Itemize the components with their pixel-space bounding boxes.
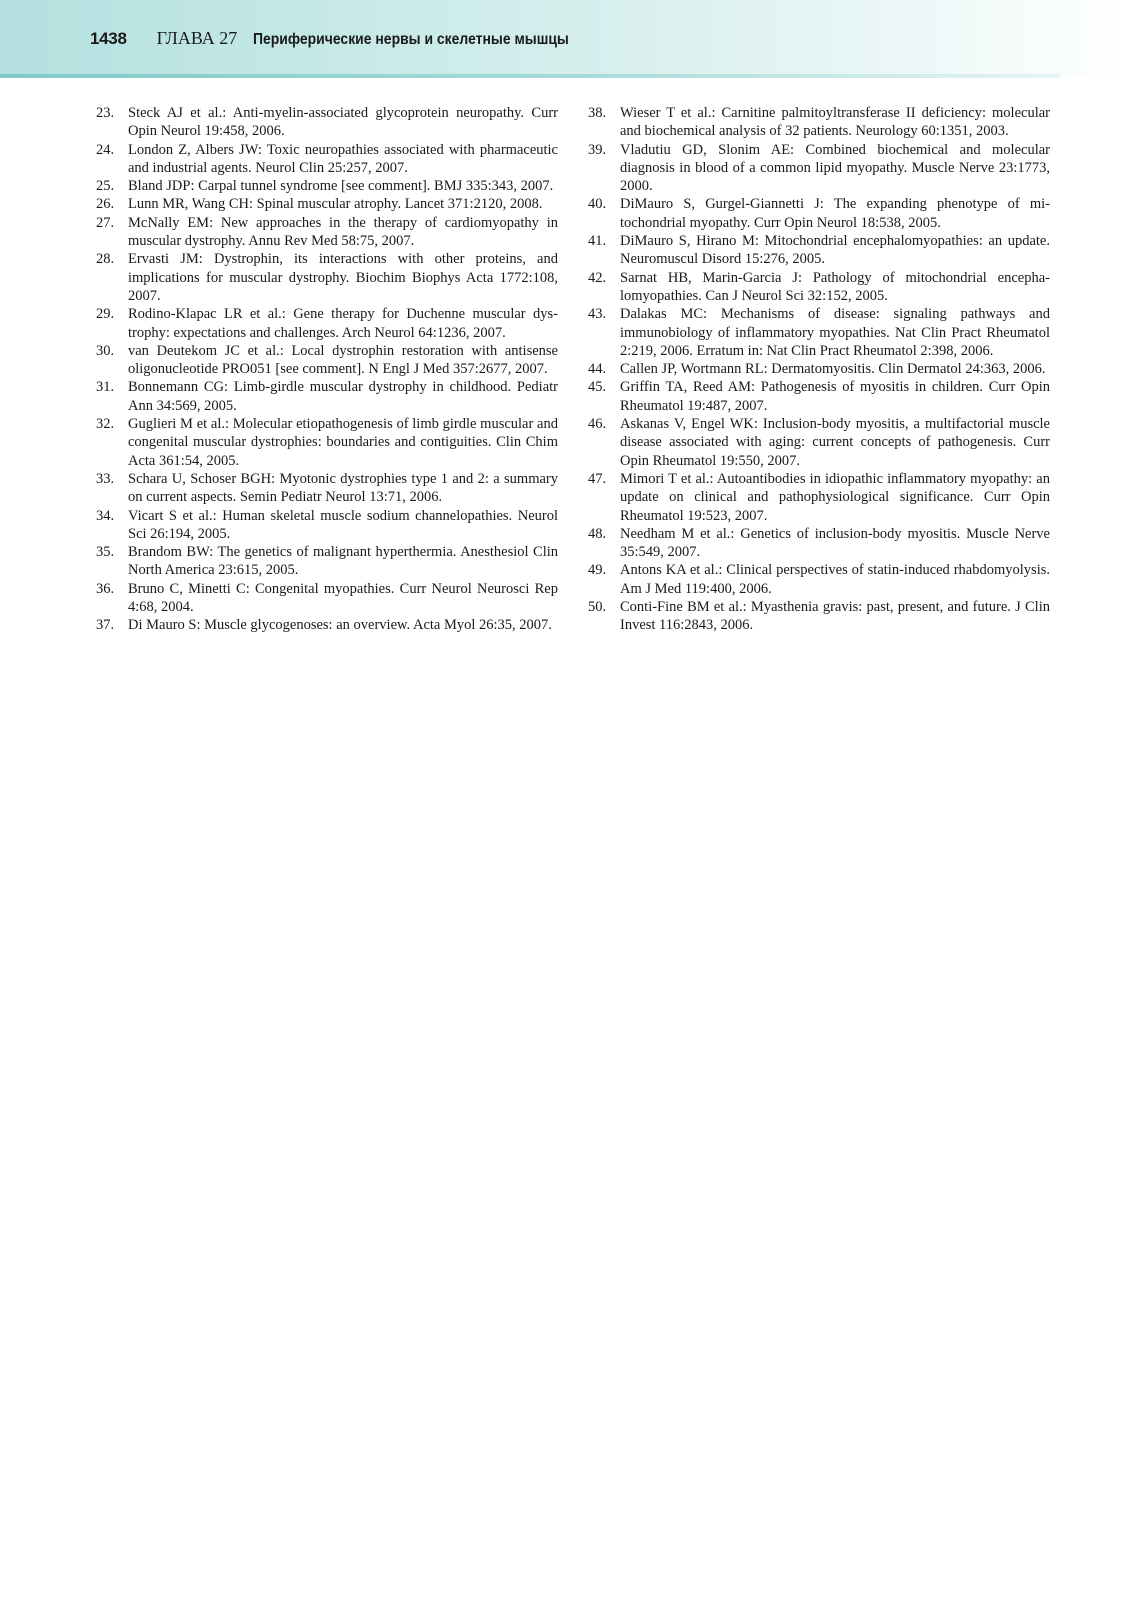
- reference-item: [588, 305, 1050, 360]
- reference-text: Needham M et al.: Genetics of inclusion-body myositis. Muscle Nerve 35:549, 2007.: [620, 525, 1050, 561]
- reference-text: Guglieri M et al.: Molecular etiopathogenesis of limb girdle muscular and congenital muscular dystrophies: boundaries and contiguities. Clin Chim Acta 361:54, 2005.: [128, 416, 558, 469]
- reference-text: Askanas V, Engel WK: Inclusion-body myositis, a multifactorial muscle disease associated with aging: current concepts of pathogenesis. Curr Opin Rheumatol 19:550, 2007.: [620, 416, 1050, 469]
- reference-text: Bonnemann CG: Limb-girdle muscular dystrophy in childhood. Pediatr Ann 34:569, 2005.: [128, 379, 558, 414]
- reference-text: Bland JDP: Carpal tunnel syndrome [see comment]. BMJ 335:343, 2007.: [128, 178, 554, 195]
- reference-item: [96, 250, 558, 305]
- reference-item: [588, 598, 1050, 635]
- reference-item: [96, 214, 558, 251]
- reference-item: [96, 470, 558, 507]
- reference-number: 47.: [588, 470, 607, 487]
- reference-number: 43.: [588, 306, 607, 323]
- reference-item: [96, 305, 558, 342]
- reference-number: 32.: [96, 416, 115, 433]
- reference-number: 35.: [96, 544, 115, 561]
- page-number: 1438: [90, 29, 127, 48]
- reference-text: Rodino-Klapac LR et al.: Gene therapy for Duchenne muscular dystrophy: expectations and challenges. Arch Neurol 64:1236, 2007.: [128, 306, 558, 341]
- reference-item: [96, 342, 558, 379]
- reference-text: Di Mauro S: Muscle glycogenoses: an overview. Acta Myol 26:35, 2007.: [128, 617, 552, 634]
- reference-number: 42.: [588, 269, 607, 286]
- reference-item: [588, 141, 1050, 196]
- references-left-column: [96, 104, 558, 635]
- reference-item: [96, 104, 558, 141]
- reference-text: Lunn MR, Wang CH: Spinal muscular atrophy. Lancet 371:2120, 2008.: [128, 196, 543, 213]
- reference-text: Callen JP, Wortmann RL: Dermatomyositis. Clin Dermatol 24:363, 2006.: [620, 361, 1046, 378]
- reference-number: 37.: [96, 617, 115, 634]
- reference-text: Wieser T et al.: Carnitine palmitoyltransferase II deficiency: molecular and biochemical analysis of 32 patients. Neurology 60:1351, 2003.: [620, 105, 1050, 140]
- reference-item: [588, 470, 1050, 525]
- reference-item: [96, 543, 558, 580]
- reference-item: [588, 525, 1050, 562]
- reference-item: [96, 415, 558, 470]
- reference-text: DiMauro S, Gurgel-Giannetti J: The expanding phenotype of mitochondrial myopathy. Curr Opin Neurol 18:538, 2005.: [620, 196, 1050, 231]
- reference-number: 26.: [96, 196, 115, 213]
- reference-text: Vladutiu GD, Slonim AE: Combined biochemical and molecular diagnosis in blood of a common lipid myopathy. Muscle Nerve 23:1773, 2000.: [620, 141, 1050, 195]
- reference-number: 48.: [588, 525, 607, 542]
- reference-item: [588, 104, 1050, 141]
- reference-number: 30.: [96, 342, 115, 359]
- reference-item: [588, 561, 1050, 598]
- reference-item: [96, 177, 558, 195]
- reference-text: DiMauro S, Hirano M: Mitochondrial encephalomyopathies: an update. Neuromuscul Disord 15:276, 2005.: [620, 233, 1050, 268]
- reference-number: 38.: [588, 105, 607, 121]
- chapter-label: ГЛАВА 27: [156, 28, 238, 48]
- reference-item: [588, 232, 1050, 269]
- references-right-column: [588, 104, 1050, 635]
- reference-item: [96, 616, 558, 634]
- reference-number: 24.: [96, 141, 115, 158]
- reference-item: [96, 378, 558, 415]
- reference-number: 44.: [588, 361, 607, 378]
- reference-number: 23.: [96, 105, 115, 121]
- chapter-title: Периферические нервы и скелетные мышцы: [253, 31, 570, 48]
- reference-number: 29.: [96, 306, 115, 323]
- reference-text: Vicart S et al.: Human skeletal muscle sodium channelopathies. Neurol Sci 26:194, 2005.: [128, 507, 558, 542]
- reference-text: Steck AJ et al.: Anti-myelin-associated glycoprotein neuropathy. Curr Opin Neurol 19:458, 2006.: [128, 105, 558, 140]
- reference-text: Brandom BW: The genetics of malignant hyperthermia. Anesthesiol Clin North America 23:615, 2005.: [128, 544, 558, 579]
- reference-number: 33.: [96, 470, 115, 487]
- reference-number: 49.: [588, 562, 607, 579]
- reference-text: Mimori T et al.: Autoantibodies in idiopathic inflammatory myopathy: an update on clinical and pathophysiological significance. Curr Opin Rheumatol 19:523, 2007.: [620, 470, 1050, 524]
- reference-item: [588, 360, 1050, 378]
- reference-text: McNally EM: New approaches in the therapy of cardiomyopathy in muscular dystrophy. Annu Rev Med 58:75, 2007.: [128, 214, 558, 250]
- reference-text: Sarnat HB, Marin-Garcia J: Pathology of mitochondrial encephalomyopathies. Can J Neurol Sci 32:152, 2005.: [620, 269, 1050, 304]
- reference-text: van Deutekom JC et al.: Local dystrophin restoration with antisense oligonucleotide PRO051 [see comment]. N Engl J Med 357:2677, 2007.: [128, 342, 558, 378]
- reference-text: Griffin TA, Reed AM: Pathogenesis of myositis in children. Curr Opin Rheumatol 19:487, 2007.: [620, 379, 1050, 414]
- reference-text: London Z, Albers JW: Toxic neuropathies associated with pharmaceutic and industrial agents. Neurol Clin 25:257, 2007.: [128, 141, 558, 176]
- reference-number: 31.: [96, 379, 115, 396]
- reference-number: 45.: [588, 379, 607, 396]
- reference-number: 39.: [588, 141, 607, 158]
- reference-item: [588, 415, 1050, 470]
- reference-number: 34.: [96, 507, 115, 524]
- reference-text: Dalakas MC: Mechanisms of disease: signaling pathways and immunobiology of inflammatory myopathies. Nat Clin Pract Rheumatol 2:219, 2006. Erratum in: Nat Clin Pract Rheumatol 2:398, 2006.: [620, 306, 1050, 359]
- reference-item: [588, 195, 1050, 232]
- reference-number: 27.: [96, 214, 115, 231]
- reference-text: Antons KA et al.: Clinical perspectives of statin-induced rhabdomyolysis. Am J Med 119:400, 2006.: [620, 562, 1050, 597]
- reference-item: [588, 269, 1050, 306]
- reference-item: [96, 507, 558, 544]
- reference-item: [588, 378, 1050, 415]
- reference-text: Bruno C, Minetti C: Congenital myopathies. Curr Neurol Neurosci Rep 4:68, 2004.: [128, 580, 558, 616]
- reference-item: [96, 195, 558, 213]
- reference-number: 50.: [588, 599, 607, 616]
- reference-number: 25.: [96, 178, 115, 195]
- reference-number: 41.: [588, 233, 607, 250]
- running-head: [90, 28, 604, 52]
- reference-number: 46.: [588, 416, 607, 433]
- header-rule: [0, 74, 1060, 78]
- reference-number: 28.: [96, 251, 115, 268]
- reference-text: Ervasti JM: Dystrophin, its interactions with other proteins, and implications for muscular dystrophy. Biochim Biophys Acta 1772:108, 2007.: [128, 251, 558, 304]
- reference-number: 36.: [96, 580, 115, 597]
- reference-number: 40.: [588, 196, 607, 213]
- reference-item: [96, 141, 558, 178]
- reference-item: [96, 580, 558, 617]
- reference-text: Conti-Fine BM et al.: Myasthenia gravis: past, present, and future. J Clin Invest 116:2843, 2006.: [620, 599, 1050, 634]
- reference-text: Schara U, Schoser BGH: Myotonic dystrophies type 1 and 2: a summary on current aspects. Semin Pediatr Neurol 13:71, 2006.: [128, 470, 558, 506]
